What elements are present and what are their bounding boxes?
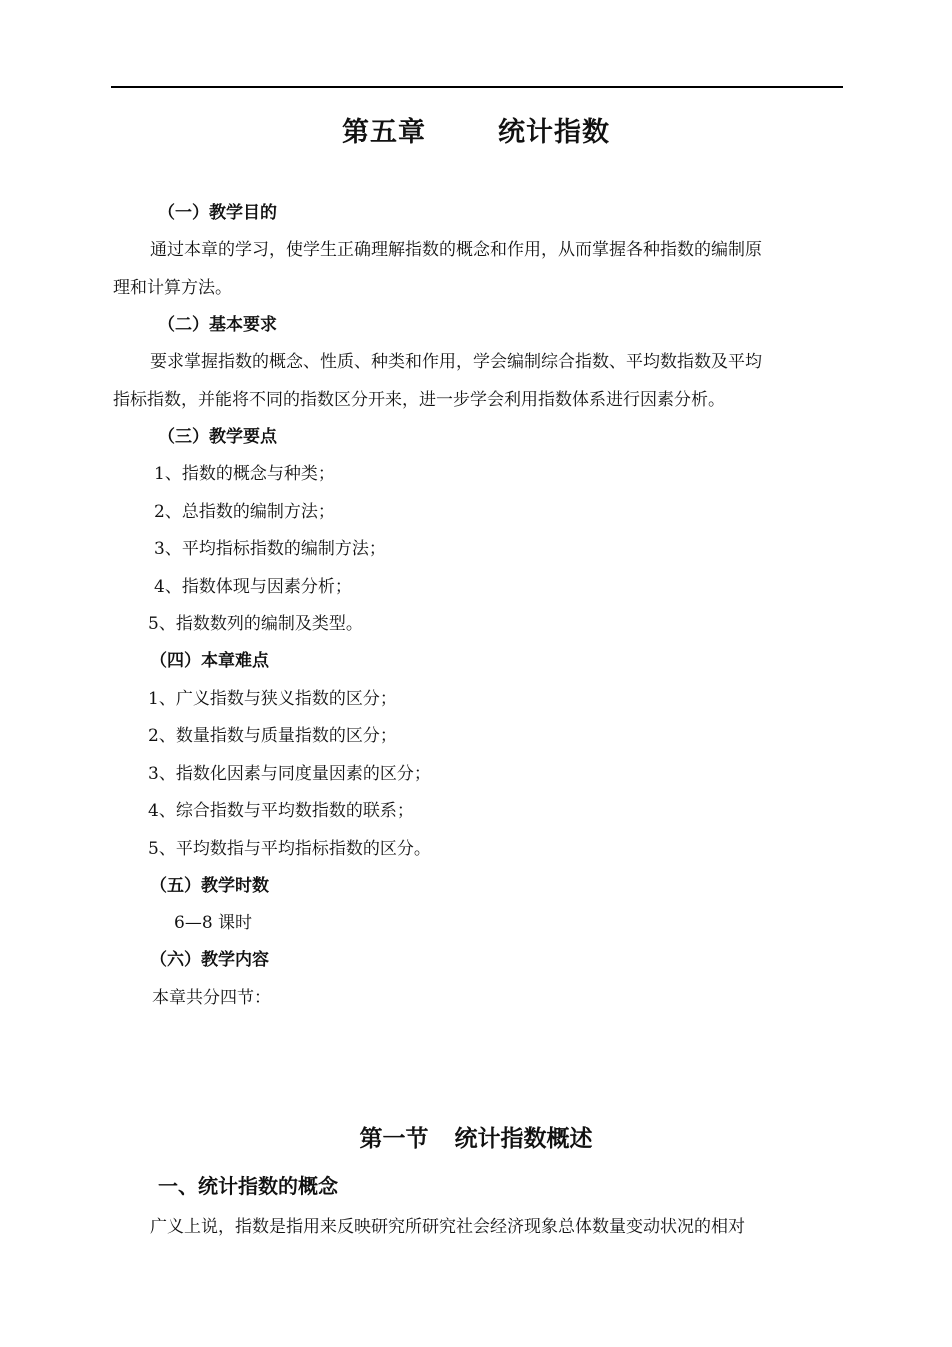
section-name: 统计指数概述: [454, 1126, 593, 1152]
hours-value: 6—8 课时: [174, 913, 253, 933]
key-point-item: 4、指数体现与因素分析；: [154, 577, 352, 597]
chapter-title: [0, 113, 952, 153]
key-point-item: 5、指数数列的编制及类型。: [148, 614, 363, 634]
chapter-name: 统计指数: [498, 117, 610, 148]
difficulties-heading: （四）本章难点: [150, 651, 269, 671]
subsection-title: 一、统计指数的概念: [158, 1174, 338, 1198]
objective-text-line2: 理和计算方法。: [113, 278, 232, 298]
key-point-item: 2、总指数的编制方法；: [154, 502, 335, 522]
content-text: 本章共分四节：: [152, 988, 271, 1008]
requirements-text-line1: 要求掌握指数的概念、性质、种类和作用，学会编制综合指数、平均数指数及平均: [150, 352, 762, 372]
key-point-item: 1、指数的概念与种类；: [154, 464, 335, 484]
content-heading: （六）教学内容: [150, 950, 269, 970]
requirements-heading: （二）基本要求: [158, 315, 277, 335]
difficulty-item: 4、综合指数与平均数指数的联系；: [148, 801, 414, 821]
objective-text-line1: 通过本章的学习，使学生正确理解指数的概念和作用，从而掌握各种指数的编制原: [150, 240, 762, 260]
key-points-heading: （三）教学要点: [158, 427, 277, 447]
header-rule: [111, 86, 843, 88]
section-title: [0, 1122, 952, 1156]
difficulty-item: 2、数量指数与质量指数的区分；: [148, 726, 397, 746]
subsection-text: 广义上说，指数是指用来反映研究所研究社会经济现象总体数量变动状况的相对: [150, 1217, 745, 1237]
difficulty-item: 5、平均数指与平均指标指数的区分。: [148, 839, 431, 859]
difficulty-item: 1、广义指数与狭义指数的区分；: [148, 689, 397, 709]
chapter-number: 第五章: [342, 117, 426, 148]
objective-heading: （一）教学目的: [158, 203, 277, 223]
key-point-item: 3、平均指标指数的编制方法；: [154, 539, 386, 559]
hours-heading: （五）教学时数: [150, 876, 269, 896]
section-number: 第一节: [359, 1126, 429, 1152]
difficulty-item: 3、指数化因素与同度量因素的区分；: [148, 764, 431, 784]
requirements-text-line2: 指标指数，并能将不同的指数区分开来，进一步学会利用指数体系进行因素分析。: [113, 390, 725, 410]
